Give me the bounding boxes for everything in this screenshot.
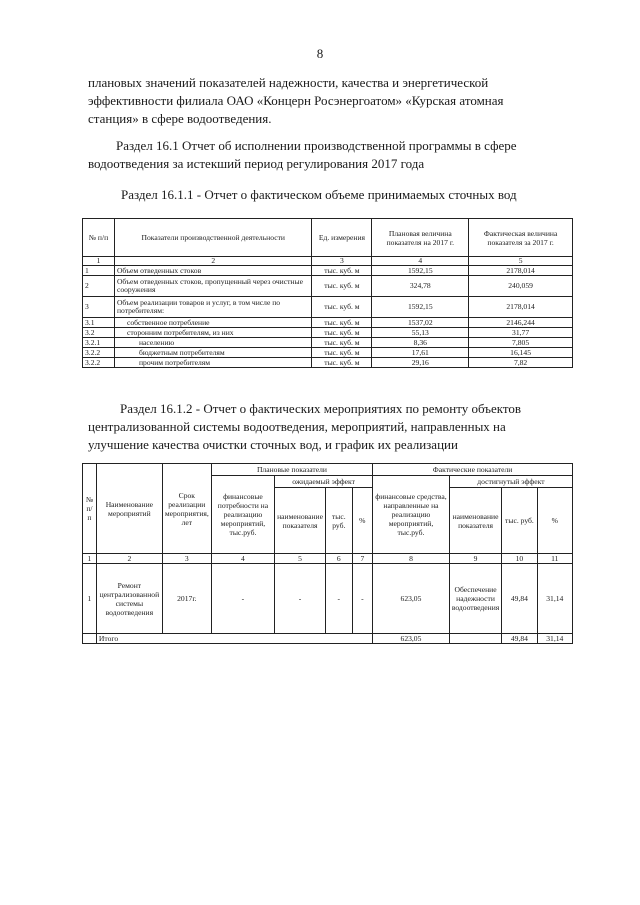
header-cell: % [352, 488, 373, 554]
section-line: Раздел 16.1.2 - Отчет о фактических мероприятиях по ремонту объектов [120, 401, 522, 416]
row-fact: 240,059 [469, 276, 573, 297]
row-name: сторонним потребителям, из них [114, 328, 312, 338]
column-number: 1 [83, 257, 115, 266]
column-number: 4 [372, 257, 469, 266]
section-line: Раздел 16.1 Отчет об исполнении производственной программы в сфере [116, 138, 517, 153]
row-fact: 7,805 [469, 338, 573, 348]
row-name: собственное потребление [114, 318, 312, 328]
row-fact: 7,82 [469, 358, 573, 368]
row-exp-pct: - [352, 564, 373, 634]
header-cell: Фактические показатели [373, 464, 573, 476]
row-plan: 55,13 [372, 328, 469, 338]
row-number: 2 [83, 276, 115, 297]
section-line: централизованной системы водоотведения, мероприятий, направленных на [88, 419, 506, 434]
row-ach-pct: 31,14 [537, 564, 572, 634]
row-unit: тыс. куб. м [312, 318, 372, 328]
row-unit: тыс. куб. м [312, 276, 372, 297]
column-number: 5 [275, 554, 326, 564]
row-fact: 2146,244 [469, 318, 573, 328]
intro-paragraph [88, 74, 576, 128]
header-cell: ожидаемый эффект [275, 476, 373, 488]
table-row [83, 297, 573, 318]
header-cell: № п/п [83, 464, 97, 554]
header-cell: наименование показателя [449, 488, 501, 554]
row-unit: тыс. куб. м [312, 328, 372, 338]
header-cell: Срок реализации мероприятия, лет [162, 464, 211, 554]
column-number: 4 [211, 554, 274, 564]
header-cell: Показатели производственной деятельности [114, 219, 312, 257]
row-number: 3.2 [83, 328, 115, 338]
row-fact: 31,77 [469, 328, 573, 338]
section-line: водоотведения за истекший период регулирования 2017 года [88, 156, 425, 171]
section-line: улучшение качества очистки сточных вод, и график их реализации [88, 437, 458, 452]
header-cell: тыс. руб. [325, 488, 352, 554]
column-number: 5 [469, 257, 573, 266]
row-fact: 2178,014 [469, 266, 573, 276]
section-16-1-2-heading [88, 400, 576, 454]
total-label: Итого [96, 634, 372, 644]
table-header-row [83, 464, 573, 476]
header-cell: достигнутый эффект [449, 476, 572, 488]
row-name: бюджетным потребителям [114, 348, 312, 358]
row-unit: тыс. куб. м [312, 348, 372, 358]
table-row [83, 276, 573, 297]
total-row [83, 634, 573, 644]
total-ach-unit: 49,84 [502, 634, 537, 644]
row-fact: 16,145 [469, 348, 573, 358]
row-number: 3.1 [83, 318, 115, 328]
table-row [83, 358, 573, 368]
header-cell: наименование показателя [275, 488, 326, 554]
row-term: 2017г. [162, 564, 211, 634]
table-row [83, 318, 573, 328]
repair-measures-table [82, 463, 573, 644]
page-number: 8 [316, 46, 324, 61]
row-plan: 1592,15 [372, 266, 469, 276]
total-fact-fin: 623,05 [373, 634, 450, 644]
intro-line: плановых значений показателей надежности, качества и энергетической [88, 75, 489, 90]
row-name: Объем отведенных стоков [114, 266, 312, 276]
row-ach-unit: 49,84 [502, 564, 537, 634]
row-exp-name: - [275, 564, 326, 634]
row-exp-unit: - [325, 564, 352, 634]
row-name: Объем отведенных стоков, пропущенный через очистные сооружения [114, 276, 312, 297]
column-number: 2 [114, 257, 312, 266]
row-number: 1 [83, 266, 115, 276]
total-ach-pct: 31,14 [537, 634, 572, 644]
column-number: 9 [449, 554, 501, 564]
row-name: Объем реализации товаров и услуг, в том числе по потребителям: [114, 297, 312, 318]
column-number: 7 [352, 554, 373, 564]
header-cell: Плановая величина показателя на 2017 г. [372, 219, 469, 257]
row-unit: тыс. куб. м [312, 338, 372, 348]
column-number: 3 [312, 257, 372, 266]
section-16-1-heading [88, 137, 576, 173]
row-plan-fin: - [211, 564, 274, 634]
row-unit: тыс. куб. м [312, 266, 372, 276]
column-number-row [83, 554, 573, 564]
header-cell: финансовые средства, направленные на реализацию мероприятий, тыс.руб. [373, 476, 450, 554]
row-ach-name: Обеспечение надежности водоотведения [449, 564, 501, 634]
header-cell: финансовые потребности на реализацию мероприятий, тыс.руб. [211, 476, 274, 554]
header-cell: № п/п [83, 219, 115, 257]
intro-line: эффективности филиала ОАО «Концерн Росэнергоатом» «Курская атомная [88, 93, 504, 108]
table-row [83, 564, 573, 634]
section-16-1-1-title: Раздел 16.1.1 - Отчет о фактическом объеме принимаемых сточных вод [121, 187, 517, 202]
table-row [83, 348, 573, 358]
column-number: 10 [502, 554, 537, 564]
header-cell: Плановые показатели [211, 464, 372, 476]
row-fact-fin: 623,05 [373, 564, 450, 634]
row-number: 3.2.2 [83, 358, 115, 368]
row-name: прочим потребителям [114, 358, 312, 368]
row-name: Ремонт централизованной системы водоотведения [96, 564, 162, 634]
header-cell: Фактическая величина показателя за 2017 г. [469, 219, 573, 257]
header-cell: Наименование мероприятий [96, 464, 162, 554]
row-plan: 1592,15 [372, 297, 469, 318]
row-plan: 29,16 [372, 358, 469, 368]
row-plan: 8,36 [372, 338, 469, 348]
row-unit: тыс. куб. м [312, 297, 372, 318]
column-number: 11 [537, 554, 572, 564]
row-plan: 17,61 [372, 348, 469, 358]
row-number: 3.2.1 [83, 338, 115, 348]
intro-line: станция» в сфере водоотведения. [88, 111, 272, 126]
row-number: 1 [83, 564, 97, 634]
table-row [83, 266, 573, 276]
row-fact: 2178,014 [469, 297, 573, 318]
row-number: 3 [83, 297, 115, 318]
wastewater-volume-table [82, 218, 573, 368]
column-number: 3 [162, 554, 211, 564]
column-number: 1 [83, 554, 97, 564]
row-name: населению [114, 338, 312, 348]
row-plan: 324,78 [372, 276, 469, 297]
table-header-row [83, 219, 573, 257]
header-cell: тыс. руб. [502, 488, 537, 554]
column-number-row [83, 257, 573, 266]
row-unit: тыс. куб. м [312, 358, 372, 368]
column-number: 8 [373, 554, 450, 564]
table-row [83, 328, 573, 338]
table-row [83, 338, 573, 348]
row-number: 3.2.2 [83, 348, 115, 358]
row-plan: 1537,02 [372, 318, 469, 328]
column-number: 2 [96, 554, 162, 564]
column-number: 6 [325, 554, 352, 564]
header-cell: Ед. измерения [312, 219, 372, 257]
header-cell: % [537, 488, 572, 554]
